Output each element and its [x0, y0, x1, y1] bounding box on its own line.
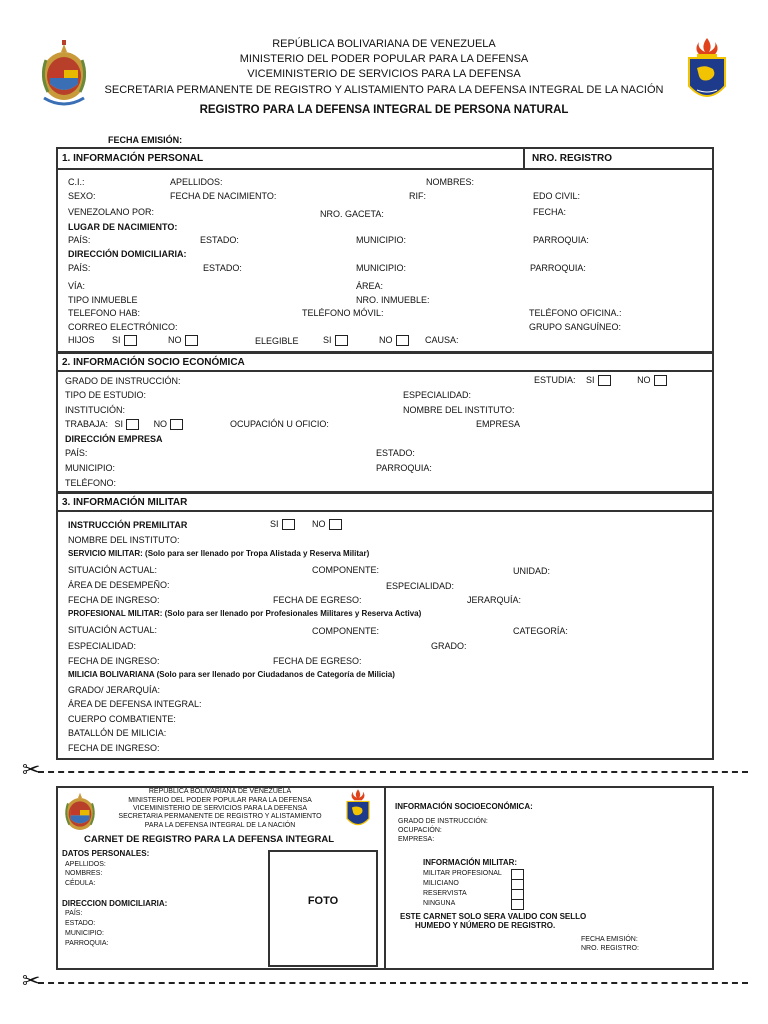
unidad-label: UNIDAD: — [513, 566, 551, 576]
foto-label: FOTO — [307, 895, 339, 907]
card-header-5: PARA LA DEFENSA INTEGRAL DE LA NACIÓN — [144, 822, 296, 829]
section-2-header — [56, 352, 714, 372]
estudia-label: ESTUDIA: — [534, 375, 576, 385]
especialidad-label: ESPECIALIDAD: — [403, 390, 472, 400]
venezolano-por-label: VENEZOLANO POR: — [68, 207, 155, 217]
jerarquia-label: JERARQUÍA: — [467, 595, 522, 605]
parroquia-label: PARROQUIA: — [376, 463, 432, 473]
componente-label: COMPONENTE: — [312, 565, 380, 575]
ninguna-label: NINGUNA — [423, 900, 456, 907]
correo-label: CORREO ELECTRÓNICO: — [68, 322, 178, 332]
telefono-label: TELÉFONO: — [65, 478, 117, 488]
estado-label: ESTADO: — [65, 920, 96, 927]
direccion-empresa-heading: DIRECCIÓN EMPRESA — [65, 434, 163, 444]
especialidad-label: ESPECIALIDAD: — [68, 641, 137, 651]
estudia-group — [534, 375, 667, 386]
section-1-header — [56, 147, 714, 170]
validez-line-1: ESTE CARNET SOLO SERA VALIDO CON SELLO — [400, 912, 587, 921]
foto-box — [268, 850, 378, 967]
si-label: SI — [323, 335, 332, 345]
nro-registro-label: NRO. REGISTRO — [532, 153, 613, 164]
categoria-label: CATEGORÍA: — [513, 626, 568, 636]
telefono-oficina-label: TELÉFONO OFICINA.: — [529, 308, 622, 318]
estado-label: ESTADO: — [376, 448, 415, 458]
card-header-3: VICEMINISTERIO DE SERVICIOS PARA LA DEFENSA — [132, 805, 307, 812]
no-label: NO — [168, 335, 182, 345]
estudia-si-checkbox[interactable] — [598, 375, 611, 386]
fecha-ingreso-label: FECHA DE INGRESO: — [68, 595, 160, 605]
cut-line — [38, 771, 748, 773]
area-desempeno-label: ÁREA DE DESEMPEÑO: — [68, 580, 170, 590]
municipio-label: MUNICIPIO: — [356, 235, 407, 245]
nro-registro-label: NRO. REGISTRO: — [581, 945, 639, 952]
national-coat-of-arms-icon — [62, 790, 98, 838]
section-2-title: 2. INFORMACIÓN SOCIO ECONÓMICA — [62, 357, 245, 368]
rif-label: RIF: — [409, 191, 426, 201]
no-label: NO — [637, 375, 651, 385]
pais-label: PAÍS: — [65, 910, 83, 917]
municipio-label: MUNICIPIO: — [65, 463, 116, 473]
hijos-label: HIJOS — [68, 335, 95, 345]
miliciano-label: MILICIANO — [423, 880, 459, 887]
section-1-title: 1. INFORMACIÓN PERSONAL — [62, 153, 204, 164]
sexo-label: SEXO: — [68, 191, 96, 201]
header-line-4: SECRETARIA PERMANENTE DE REGISTRO Y ALISTAMIENTO PARA LA DEFENSA INTEGRAL DE LA NACIÓN — [104, 84, 664, 96]
empresa-label: EMPRESA: — [398, 836, 435, 843]
datos-personales-heading: DATOS PERSONALES: — [62, 849, 150, 858]
reservista-label: RESERVISTA — [423, 890, 467, 897]
lugar-nacimiento-heading: LUGAR DE NACIMIENTO: — [68, 222, 178, 232]
cedula-label: CÉDULA: — [65, 880, 96, 887]
milicia-bolivariana-heading: MILICIA BOLIVARIANA (Solo para ser llenado por Ciudadanos de Categoría de Milicia) — [68, 670, 395, 679]
elegible-si-checkbox[interactable] — [335, 335, 348, 346]
militar-profesional-label: MILITAR PROFESIONAL — [423, 870, 502, 877]
area-label: ÁREA: — [356, 281, 384, 291]
ocupacion-label: OCUPACIÓN U OFICIO: — [230, 419, 329, 429]
pais-label: PAÍS: — [65, 448, 88, 458]
elegible-no[interactable] — [379, 335, 409, 346]
pais-label: PAÍS: — [68, 263, 91, 273]
apellidos-label: APELLIDOS: — [65, 861, 106, 868]
info-militar-heading: INFORMACIÓN MILITAR: — [423, 858, 518, 867]
edo-civil-label: EDO CIVIL: — [533, 191, 581, 201]
grado-jerarquia-label: GRADO/ JERARQUÍA: — [68, 685, 161, 695]
pais-label: PAÍS: — [68, 235, 91, 245]
premilitar-si[interactable] — [270, 519, 295, 530]
municipio-label: MUNICIPIO: — [65, 930, 104, 937]
estudia-no-checkbox[interactable] — [654, 375, 667, 386]
cuerpo-combatiente-label: CUERPO COMBATIENTE: — [68, 714, 176, 724]
no-label: NO — [379, 335, 393, 345]
fecha-ingreso-label: FECHA DE INGRESO: — [68, 743, 160, 753]
empresa-label: EMPRESA — [476, 419, 521, 429]
form-title: REGISTRO PARA LA DEFENSA INTEGRAL DE PERSONA NATURAL — [199, 104, 569, 116]
info-socioeconomica-heading: INFORMACIÓN SOCIOECONÓMICA: — [395, 802, 533, 811]
institucion-label: INSTITUCIÓN: — [65, 405, 125, 415]
profesional-militar-heading: PROFESIONAL MILITAR: (Solo para ser llenado por Profesionales Militares y Reserva Activa) — [68, 609, 422, 618]
trabaja-group — [65, 419, 183, 430]
hijos-no[interactable] — [168, 335, 198, 346]
elegible-si[interactable] — [323, 335, 348, 346]
estado-label: ESTADO: — [203, 263, 242, 273]
nombres-label: NOMBRES: — [65, 870, 103, 877]
fecha-emision-label: FECHA EMISIÓN: — [581, 936, 638, 943]
nombre-instituto-label: NOMBRE DEL INSTITUTO: — [403, 405, 515, 415]
elegible-no-checkbox[interactable] — [396, 335, 409, 346]
fecha-egreso-label: FECHA DE EGRESO: — [273, 656, 362, 666]
premilitar-no-checkbox[interactable] — [329, 519, 342, 530]
instruccion-premilitar-heading: INSTRUCCIÓN PREMILITAR — [68, 520, 188, 530]
premilitar-si-checkbox[interactable] — [282, 519, 295, 530]
scissors-icon: ✂ — [22, 968, 41, 993]
parroquia-label: PARROQUIA: — [65, 940, 109, 947]
si-label: SI — [112, 335, 121, 345]
section-3-header — [56, 492, 714, 512]
no-label: NO — [153, 419, 168, 429]
estado-label: ESTADO: — [200, 235, 239, 245]
card-title: CARNET DE REGISTRO PARA LA DEFENSA INTEGRAL — [84, 834, 334, 845]
fanb-shield-icon — [343, 788, 373, 832]
divider — [523, 147, 525, 170]
card-header-2: MINISTERIO DEL PODER POPULAR PARA LA DEFENSA — [128, 797, 312, 804]
tipo-inmueble-label: TIPO INMUEBLE — [68, 295, 138, 305]
fecha-emision-label: FECHA EMISIÓN: — [108, 135, 183, 145]
ocupacion-label: OCUPACIÓN: — [398, 827, 442, 834]
hijos-si[interactable] — [112, 335, 137, 346]
si-label: SI — [586, 375, 595, 385]
via-label: VÍA: — [68, 281, 86, 291]
header-line-2: MINISTERIO DEL PODER POPULAR PARA LA DEFENSA — [239, 53, 529, 65]
scissors-icon: ✂ — [22, 757, 41, 782]
componente-label: COMPONENTE: — [312, 626, 380, 636]
card-header-4: SECRETARIA PERMANENTE DE REGISTRO Y ALISTAMIENTO — [118, 813, 322, 820]
nro-inmueble-label: NRO. INMUEBLE: — [356, 295, 430, 305]
header-line-1: REPÚBLICA BOLIVARIANA DE VENEZUELA — [272, 38, 496, 50]
tipo-estudio-label: TIPO DE ESTUDIO: — [65, 390, 147, 400]
trabaja-no-checkbox[interactable] — [170, 419, 183, 430]
header-line-3: VICEMINISTERIO DE SERVICIOS PARA LA DEFENSA — [247, 68, 521, 80]
no-label: NO — [312, 519, 326, 529]
telefono-hab-label: TELEFONO HAB: — [68, 308, 141, 318]
apellidos-label: APELLIDOS: — [170, 177, 223, 187]
ninguna-checkbox[interactable] — [511, 899, 524, 910]
section-2-body — [56, 370, 714, 493]
nombres-label: NOMBRES: — [426, 177, 475, 187]
grado-label: GRADO: — [431, 641, 467, 651]
grupo-sanguineo-label: GRUPO SANGUÍNEO: — [529, 322, 622, 332]
direccion-domiciliaria-heading: DIRECCIÓN DOMICILIARIA: — [68, 249, 187, 259]
cut-line — [38, 982, 748, 984]
telefono-movil-label: TELÉFONO MÓVIL: — [302, 308, 384, 318]
direccion-domiciliaria-heading: DIRECCION DOMICILIARIA: — [62, 899, 168, 908]
parroquia-label: PARROQUIA: — [533, 235, 589, 245]
situacion-actual-label: SITUACIÓN ACTUAL: — [68, 565, 158, 575]
si-label: SI — [270, 519, 279, 529]
causa-label: CAUSA: — [425, 335, 459, 345]
fecha-egreso-label: FECHA DE EGRESO: — [273, 595, 362, 605]
parroquia-label: PARROQUIA: — [530, 263, 586, 273]
hijos-no-checkbox[interactable] — [185, 335, 198, 346]
section-3-title: 3. INFORMACIÓN MILITAR — [62, 497, 188, 508]
premilitar-no[interactable] — [312, 519, 342, 530]
ci-label: C.I.: — [68, 177, 85, 187]
fecha-nacimiento-label: FECHA DE NACIMIENTO: — [170, 191, 277, 201]
especialidad-label: ESPECIALIDAD: — [386, 581, 455, 591]
card-header-1: REPÚBLICA BOLIVARIANA DE VENEZUELA — [148, 788, 292, 795]
servicio-militar-heading: SERVICIO MILITAR: (Solo para ser llenado por Tropa Alistada y Reserva Militar) — [68, 549, 370, 558]
validez-line-2: HUMEDO Y NÚMERO DE REGISTRO. — [415, 921, 556, 930]
si-label: SI — [114, 419, 124, 429]
fecha-ingreso-label: FECHA DE INGRESO: — [68, 656, 160, 666]
hijos-si-checkbox[interactable] — [124, 335, 137, 346]
municipio-label: MUNICIPIO: — [356, 263, 407, 273]
trabaja-si-checkbox[interactable] — [126, 419, 139, 430]
area-defensa-label: ÁREA DE DEFENSA INTEGRAL: — [68, 699, 202, 709]
card-divider — [384, 786, 386, 970]
situacion-actual-label: SITUACIÓN ACTUAL: — [68, 625, 158, 635]
batallon-milicia-label: BATALLÓN DE MILICIA: — [68, 728, 167, 738]
grado-instruccion-label: GRADO DE INSTRUCCIÓN: — [398, 818, 488, 825]
nombre-instituto-label: NOMBRE DEL INSTITUTO: — [68, 535, 180, 545]
grado-instruccion-label: GRADO DE INSTRUCCIÓN: — [65, 376, 181, 386]
nro-gaceta-label: NRO. GACETA: — [320, 209, 384, 219]
elegible-label: ELEGIBLE — [255, 336, 299, 346]
fecha-label: FECHA: — [533, 207, 567, 217]
trabaja-label: TRABAJA: — [65, 419, 109, 429]
